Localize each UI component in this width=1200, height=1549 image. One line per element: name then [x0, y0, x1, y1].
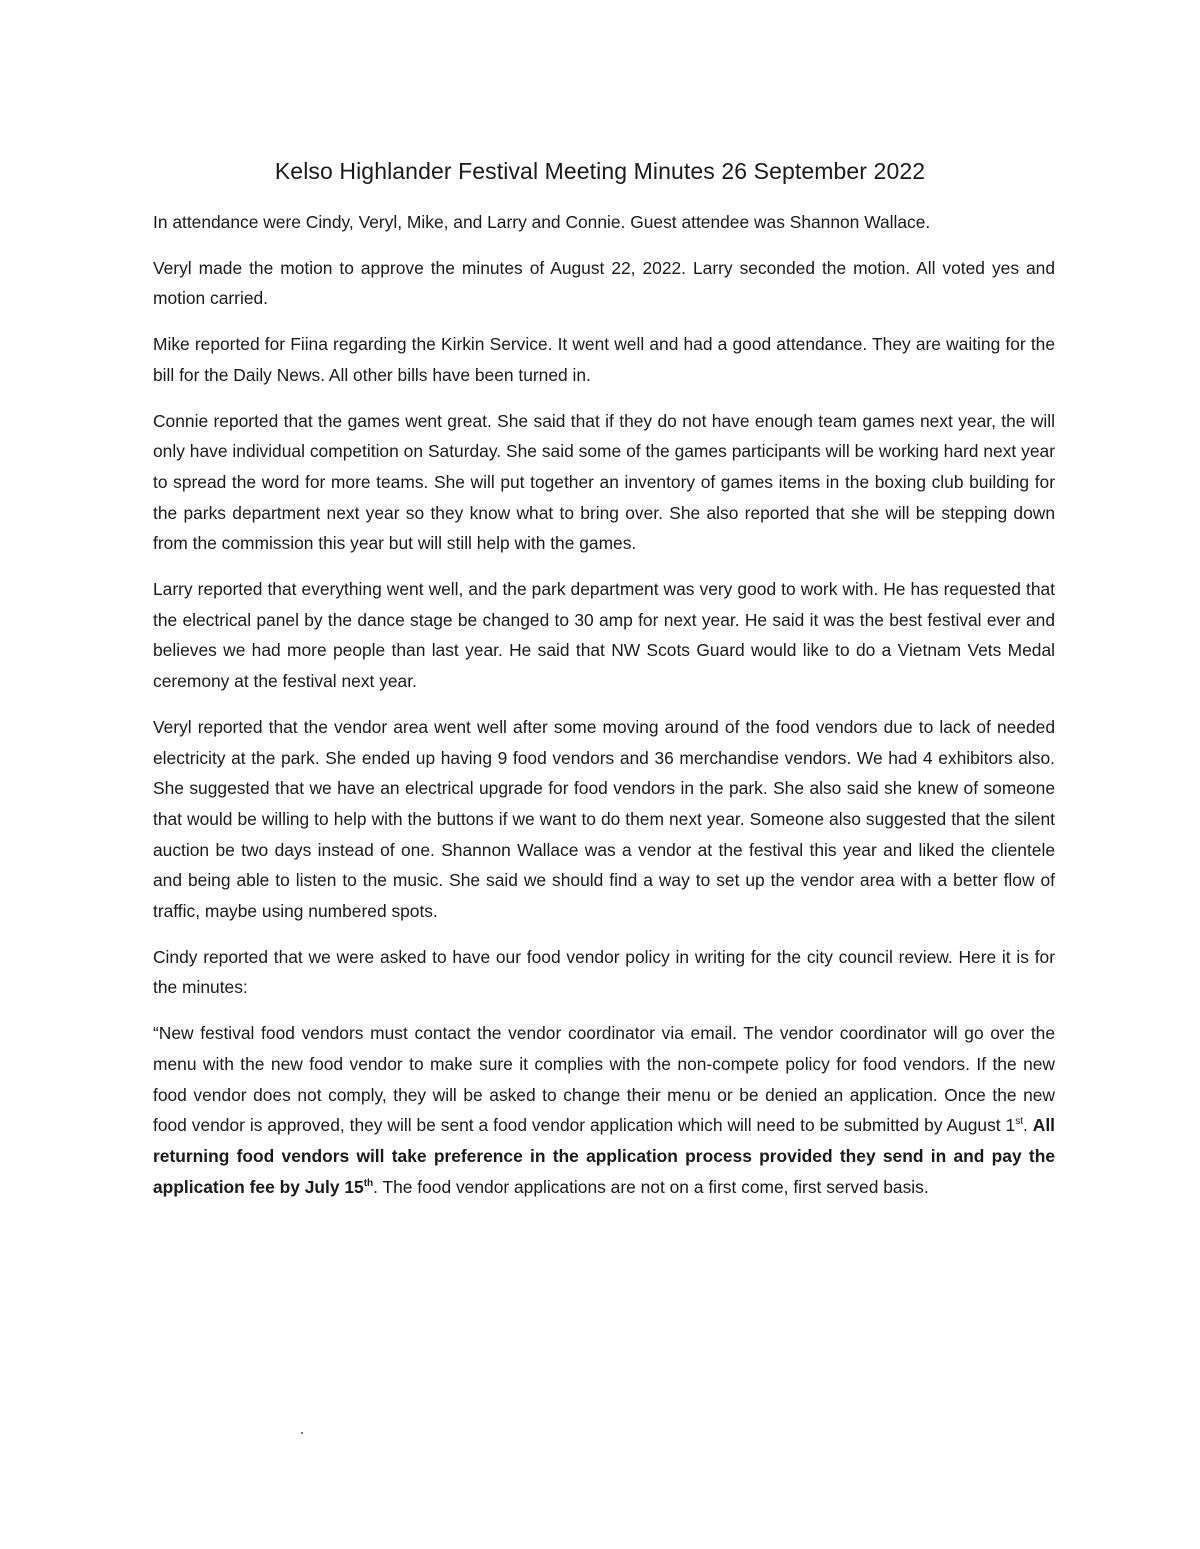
document-body: [153, 207, 1055, 1202]
vendor-report-paragraph: Veryl reported that the vendor area went well after some moving around of the food vendors due to lack of needed electricity at the park. She ended up having 9 food vendors and 36 merchandise vendors. We had 4 exhibitors also. She suggested that we have an electrical upgrade for food vendors in the park. She also said she knew of someone that would be willing to help with the buttons if we want to do them next year. Someone also suggested that the silent auction be two days instead of one. Shannon Wallace was a vendor at the festival this year and liked the clientele and being able to listen to the music. She said we should find a way to set up the vendor area with a better flow of traffic, maybe using numbered spots.: [153, 716, 1055, 922]
food-vendor-policy-paragraph: [153, 1018, 1055, 1202]
attendance-paragraph: In attendance were Cindy, Veryl, Mike, and Larry and Connie. Guest attendee was Shannon Wallace.: [153, 212, 931, 232]
policy-text-part1: “New festival food vendors must contact the vendor coordinator via email. The vendor coordinator will go over the menu with the new food vendor to make sure it complies with the non-compete policy for food vendors. If the new food vendor does not comply, they will be asked to change their menu or be denied an application. Once the new food vendor is approved, they will be sent a food vendor application which will need to be submitted by August 1: [153, 1023, 1055, 1136]
document-title: Kelso Highlander Festival Meeting Minutes 26 September 2022: [274, 158, 926, 184]
kirkin-report-paragraph: Mike reported for Fiina regarding the Kirkin Service. It went well and had a good attendance. They are waiting for the bill for the Daily News. All other bills have been turned in.: [153, 334, 1055, 385]
policy-superscript-st: st: [1015, 1116, 1023, 1128]
policy-text-part3: . The food vendor applications are not on a first come, first served basis.: [373, 1176, 929, 1197]
policy-superscript-th: th: [363, 1177, 374, 1189]
policy-bold-sentence: All returning food vendors will take preference in the application process provided they send in and pay the application fee by July 15: [153, 1115, 1055, 1197]
policy-intro-paragraph: Cindy reported that we were asked to have our food vendor policy in writing for the city council review. Here it is for the minutes:: [153, 946, 1055, 998]
motion-paragraph: Veryl made the motion to approve the minutes of August 22, 2022. Larry seconded the motion. All voted yes and motion carried.: [153, 257, 1055, 309]
scan-speck: [301, 1432, 303, 1434]
games-report-paragraph: Connie reported that the games went great. She said that if they do not have enough team games next year, the will only have individual competition on Saturday. She said some of the games participants will be working hard next year to spread the word for more teams. She will put together an inventory of games items in the boxing club building for the parks department next year so they know what to bring over. She also reported that she will be stepping down from the commission this year but will still help with the games.: [153, 410, 1055, 554]
policy-text-part2: .: [1023, 1115, 1033, 1136]
park-report-paragraph: Larry reported that everything went well, and the park department was very good to work with. He has requested that the electrical panel by the dance stage be changed to 30 amp for next year. He said it was the best festival ever and believes we had more people than last year. He said that NW Scots Guard would like to do a Vietnam Vets Medal ceremony at the festival next year.: [153, 579, 1055, 692]
